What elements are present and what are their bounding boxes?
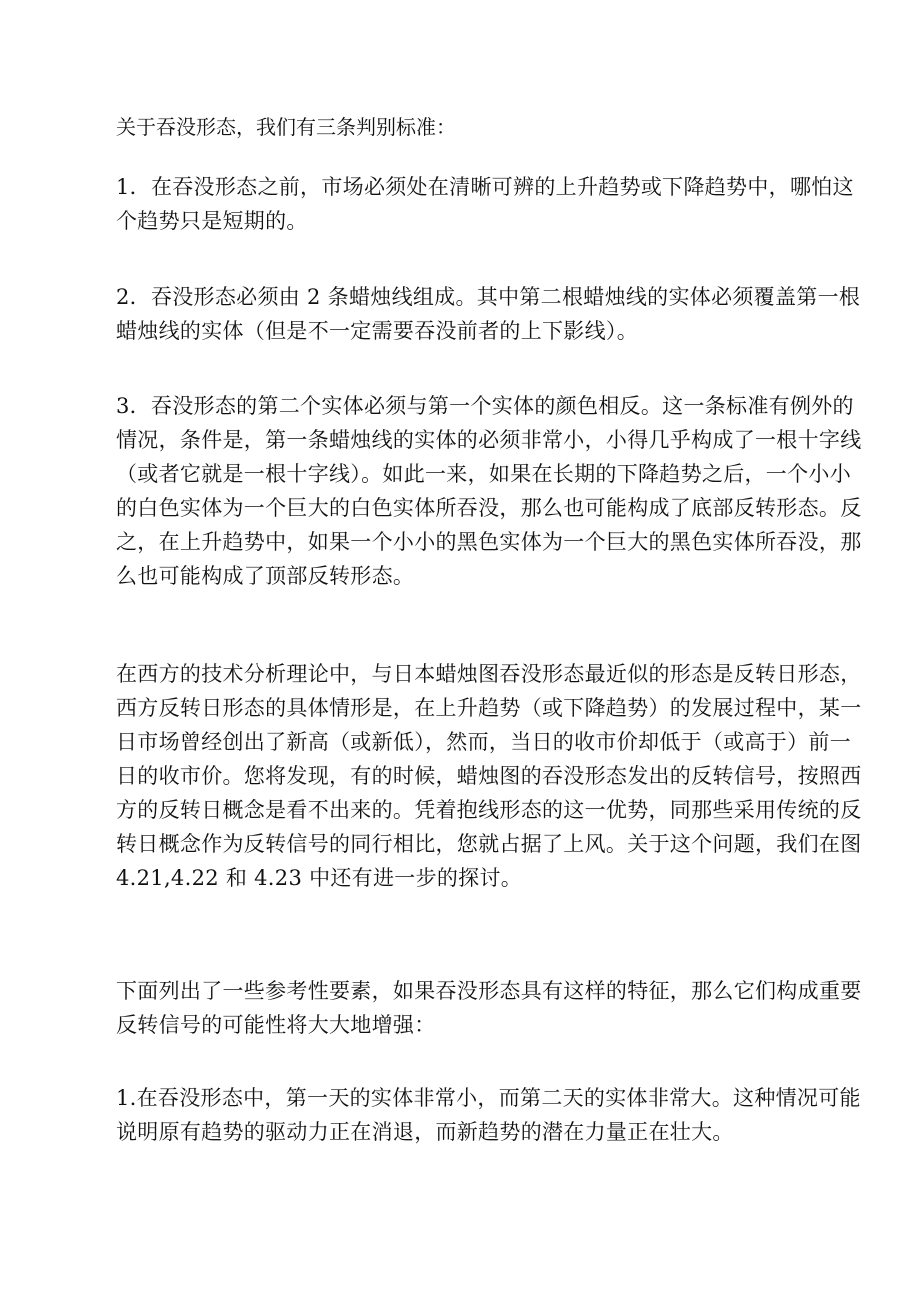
criterion-2-paragraph: 2．吞没形态必须由 2 条蜡烛线组成。其中第二根蜡烛线的实体必须覆盖第一根蜡烛线的实体（但是不一定需要吞没前者的上下影线）。 — [116, 285, 861, 343]
factor-1-paragraph: 1.在吞没形态中，第一天的实体非常小，而第二天的实体非常大。这种情况可能说明原有趋势的驱动力正在消退，而新趋势的潜在力量正在壮大。 — [116, 1086, 861, 1144]
factors-intro-paragraph: 下面列出了一些参考性要素，如果吞没形态具有这样的特征，那么它们构成重要反转信号的可能性将大大地增强： — [116, 979, 862, 1037]
western-reversal-paragraph: 在西方的技术分析理论中，与日本蜡烛图吞没形态最近似的形态是反转日形态，西方反转日形态的具体情形是，在上升趋势（或下降趋势）的发展过程中，某一日市场曾经创出了新高（或新低），然而，当日的收市价却低于（或高于）前一日的收市价。您将发现，有的时候，蜡烛图的吞没形态发出的反转信号，按照西方的反转日概念是看不出来的。凭着抱线形态的这一优势，同那些采用传统的反转日概念作为反转信号的同行相比，您就占据了上风。关于这个问题，我们在图 4.21,4.22 和 4.23 中还有进一步的探讨。 — [116, 662, 862, 890]
criterion-1-paragraph: 1．在吞没形态之前，市场必须处在清晰可辨的上升趋势或下降趋势中，哪怕这个趋势只是短期的。 — [116, 175, 854, 233]
section-heading: 关于吞没形态，我们有三条判别标准： — [116, 115, 456, 139]
criterion-3-paragraph: 3．吞没形态的第二个实体必须与第一个实体的颜色相反。这一条标准有例外的情况，条件是，第一条蜡烛线的实体的必须非常小，小得几乎构成了一根十字线（或者它就是一根十字线）。如此一来，如果在长期的下降趋势之后，一个小小的白色实体为一个巨大的白色实体所吞没，那么也可能构成了底部反转形态。反之，在上升趋势中，如果一个小小的黑色实体为一个巨大的黑色实体所吞没，那么也可能构成了顶部反转形态。 — [116, 394, 862, 588]
